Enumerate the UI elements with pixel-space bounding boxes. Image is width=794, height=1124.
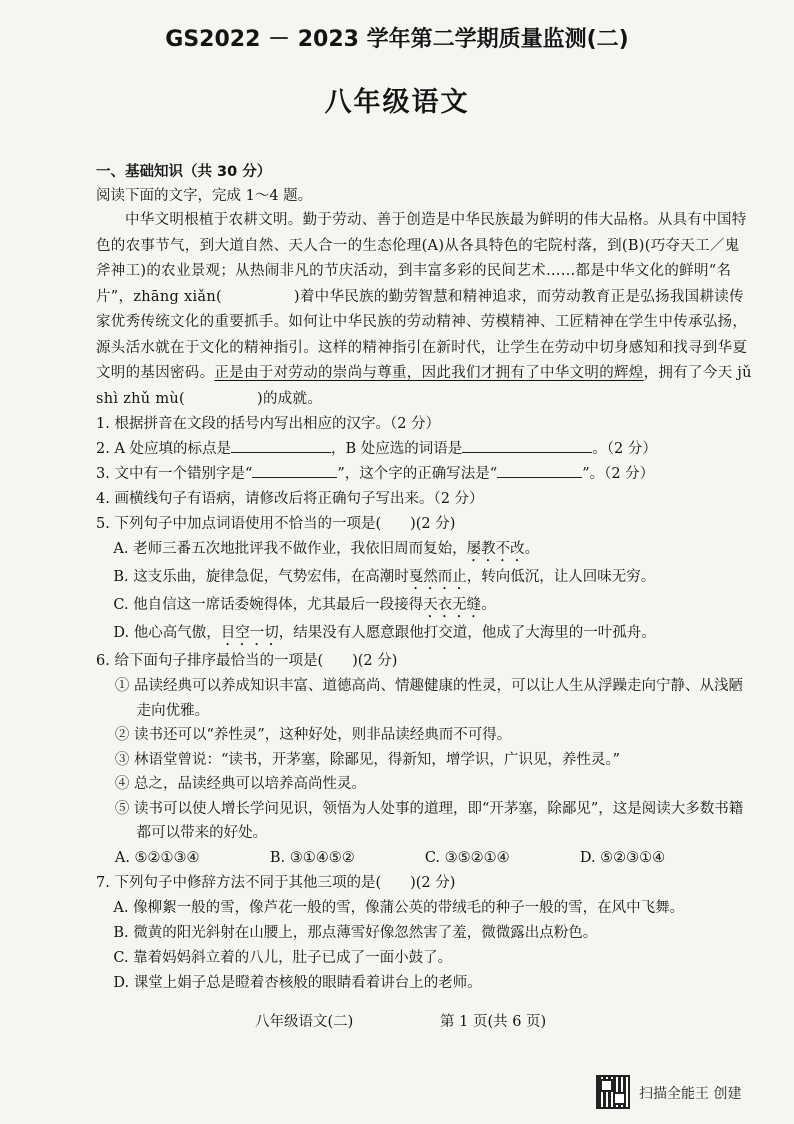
choice-6d[interactable]: D. ⑤②③①④ — [579, 849, 666, 866]
option-5c: C. 他自信这一席话委婉得体，尤其最后一段接得天衣无缝。 — [113, 597, 496, 613]
answer-blank[interactable] — [252, 463, 337, 478]
scanner-watermark: 扫描全能王 创建 — [639, 1086, 742, 1102]
subject-title: 八年级语文 — [324, 87, 470, 118]
sentence-4: ④ 总之，品读经典可以培养高尚性灵。 — [114, 776, 366, 792]
option-5d: D. 他心高气傲，目空一切，结果没有人愿意跟他打交道，他成了大海里的一叶孤舟。 — [113, 625, 656, 641]
choice-6a[interactable]: A. ⑤②①③④ — [114, 849, 200, 866]
qr-code-icon — [596, 1075, 630, 1109]
option-5b: B. 这支乐曲，旋律急促，气势宏伟，在高潮时戛然而止，转向低沉，让人回味无穷。 — [113, 569, 656, 585]
option-7c: C. 靠着妈妈斜立着的八儿，肚子已成了一面小鼓了。 — [113, 949, 453, 966]
question-7: 7. 下列句子中修辞方法不同于其他三项的是( )(2 分) — [96, 874, 456, 891]
sentence-2: ② 读书还可以“养性灵”，这种好处，则非品读经典而不可得。 — [114, 727, 512, 743]
choice-6c[interactable]: C. ③⑤②①④ — [424, 849, 510, 866]
underlined-sentence: 正是由于对劳动的崇尚与尊重，因此我们才拥有了中华文明的辉煌 — [214, 365, 644, 381]
question-3: 3. 文中有一个错别字是“ ”，这个字的正确写法是“ ”。（2 分） — [96, 462, 752, 487]
question-1: 1. 根据拼音在文段的括号内写出相应的汉字。（2 分） — [96, 416, 441, 432]
option-7d: D. 课堂上娟子总是瞪着杏核般的眼睛看着讲台上的老师。 — [113, 974, 482, 991]
sentence-3: ③ 林语堂曾说：“读书，开茅塞，除鄙见，得新知，增学识，广识见，养性灵。” — [114, 751, 621, 768]
sentence-5: ⑤ 读书可以使人增长学问见识，领悟为人处事的道理，即“开茅塞，除鄙见”，这是阅读大多数书籍都可以带来的好处。 — [114, 800, 744, 841]
reading-passage: 中华文明根植于农耕文明。勤于劳动、善于创造是中华民族最为鲜明的伟大品格。从具有中国特色的农事节气，到大道自然、天人合一的生态伦理(A)从各具特色的宅院村落，到(B)(巧夺天工／鬼斧神工)的农业景观；从热闹非凡的节庆活动，到丰富多彩的民间艺术……都是中华文化的鲜明“名片”，zhāng xiǎn( )着中华民族的勤劳智慧和精神追求，而劳动教育正是弘扬我国耕读传家优秀传统文化的重要抓手。如何让中华民族的劳动精神、劳模精神、工匠精神在学生中传承弘扬，源头活水就在于文化的精神指引。这样的精神指引在新时代，让学生在劳动中切身感知和找寻到华夏文明的基因密码。正是由于对劳动的崇尚与尊重，因此我们才拥有了中华文明的辉煌，拥有了今天 jǔ shì zhǔ mù( )的成就。 — [96, 212, 752, 407]
question-2: 2. A 处应填的标点是 ，B 处应选的词语是 。（2 分） — [96, 437, 752, 462]
option-7b: B. 微黄的阳光斜射在山腰上，那点薄雪好像忽然害了羞，微微露出点粉色。 — [113, 924, 598, 941]
question-6-choices — [96, 846, 752, 871]
option-7a: A. 像柳絮一般的雪，像芦花一般的雪，像蒲公英的带绒毛的种子一般的雪，在风中飞舞。 — [113, 899, 685, 916]
question-5: 5. 下列句子中加点词语使用不恰当的一项是( )(2 分) — [96, 516, 456, 532]
question-6: 6. 给下面句子排序最恰当的一项是( )(2 分) — [96, 653, 398, 669]
answer-blank[interactable] — [497, 463, 582, 478]
reading-instruction: 阅读下面的文字，完成 1～4 题。 — [96, 188, 313, 204]
answer-blank[interactable] — [462, 438, 592, 453]
exam-content — [96, 160, 752, 996]
section-heading: 一、基础知识（共 30 分） — [96, 164, 272, 180]
exam-title: GS2022 － 2023 学年第二学期质量监测(二) — [165, 27, 629, 52]
choice-6b[interactable]: B. ③①④⑤② — [269, 849, 355, 866]
footer-subject: 八年级语文(二) — [255, 1014, 354, 1030]
option-5a: A. 老师三番五次地批评我不做作业，我依旧周而复始，屡教不改。 — [113, 541, 540, 557]
question-4: 4. 画横线句子有语病，请修改后将正确句子写出来。（2 分） — [96, 491, 484, 507]
page-number: 第 1 页(共 6 页) — [440, 1014, 547, 1030]
sentence-1: ① 品读经典可以养成知识丰富、道德高尚、情趣健康的性灵，可以让人生从浮躁走向宁静、从浅陋走向优雅。 — [114, 678, 743, 719]
answer-blank[interactable] — [231, 438, 331, 453]
